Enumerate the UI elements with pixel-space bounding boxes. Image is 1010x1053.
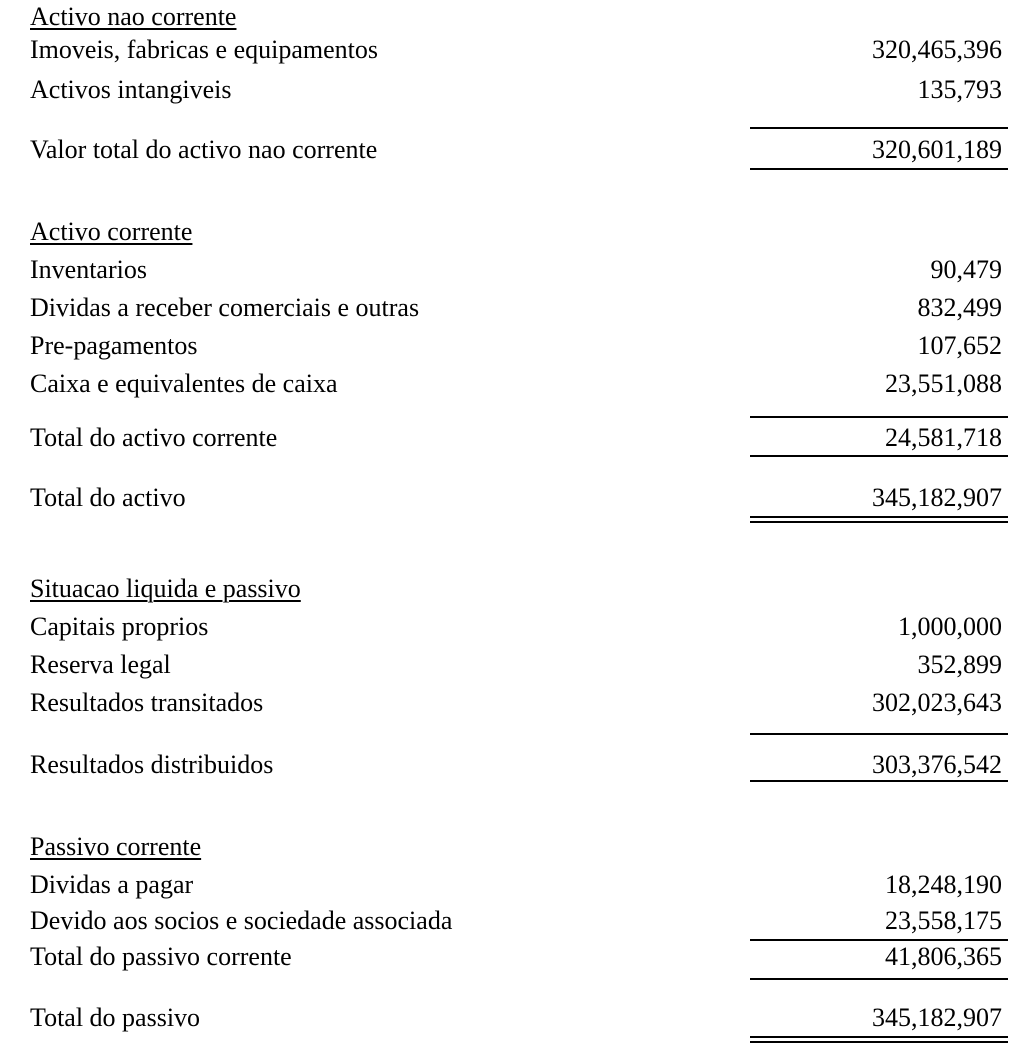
total-amount: 41,806,365 [885,942,1002,971]
total-amount: 345,182,907 [872,1003,1002,1032]
total-label: Total do passivo [30,1003,201,1032]
line-item-label: Imoveis, fabricas e equipamentos [30,35,378,64]
subtotal-rule [750,416,1008,418]
line-item-amount: 90,479 [930,255,1002,284]
line-item-label: Activos intangiveis [30,75,232,104]
line-item [30,33,1008,67]
line-item-amount: 107,652 [917,331,1002,360]
line-item-label: Inventarios [30,255,147,284]
total-row-non-current-assets [30,133,1008,167]
line-item [30,610,1008,644]
total-rule [750,168,1008,170]
line-item-amount: 23,551,088 [885,369,1002,398]
subtotal-rule [750,127,1008,129]
total-row-current-assets [30,421,1008,455]
heading-label: Situacao liquida e passivo [30,574,301,603]
grand-total-liabilities [30,1001,1008,1035]
total-label: Total do activo [30,483,186,512]
total-amount: 320,601,189 [872,135,1002,164]
line-item-amount: 352,899 [917,650,1002,679]
line-item [30,367,1008,401]
line-item [30,253,1008,287]
line-item [30,686,1008,720]
line-item-amount: 832,499 [917,293,1002,322]
total-label: Total do activo corrente [30,423,278,452]
line-item-amount: 320,465,396 [872,35,1002,64]
total-label: Total do passivo corrente [30,942,292,971]
heading-label: Activo corrente [30,217,193,246]
line-item-label: Devido aos socios e sociedade associada [30,906,453,935]
double-total-rule [750,1036,1008,1043]
total-label: Resultados distribuidos [30,750,274,779]
total-amount: 303,376,542 [872,750,1002,779]
line-item-label: Caixa e equivalentes de caixa [30,369,338,398]
line-item [30,291,1008,325]
line-item-label: Dividas a receber comerciais e outras [30,293,420,322]
line-item-label: Capitais proprios [30,612,209,641]
total-amount: 345,182,907 [872,483,1002,512]
line-item [30,648,1008,682]
double-total-rule [750,516,1008,523]
total-rule [750,780,1008,782]
total-row-current-liabilities [30,940,1008,974]
heading-label: Activo nao corrente [30,2,237,31]
line-item-label: Reserva legal [30,650,171,679]
line-item-amount: 18,248,190 [885,870,1002,899]
grand-total-assets [30,481,1008,515]
line-item-amount: 302,023,643 [872,688,1002,717]
total-rule [750,978,1008,980]
section-heading-equity [30,572,1008,606]
line-item-label: Pre-pagamentos [30,331,198,360]
line-item-label: Dividas a pagar [30,870,194,899]
line-item [30,329,1008,363]
total-rule [750,455,1008,457]
line-item [30,904,1008,938]
total-label: Valor total do activo nao corrente [30,135,378,164]
line-item-amount: 23,558,175 [885,906,1002,935]
section-heading-non-current-assets [30,0,1008,34]
total-row-equity [30,748,1008,782]
line-item-label: Resultados transitados [30,688,264,717]
subtotal-rule [750,733,1008,735]
heading-label: Passivo corrente [30,832,202,861]
section-heading-current-liabilities [30,830,1008,864]
line-item-amount: 135,793 [917,75,1002,104]
line-item [30,868,1008,902]
line-item [30,73,1008,107]
total-amount: 24,581,718 [885,423,1002,452]
section-heading-current-assets [30,215,1008,249]
line-item-amount: 1,000,000 [898,612,1002,641]
